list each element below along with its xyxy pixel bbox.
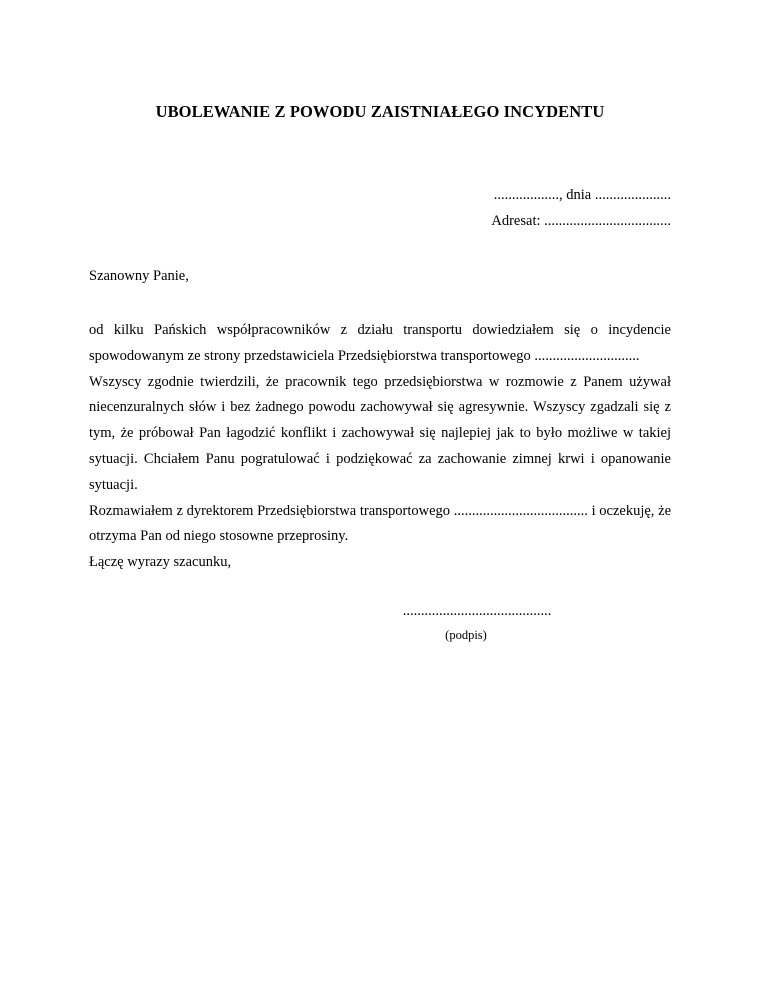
addressee-line: Adresat: ................................... xyxy=(491,213,671,229)
signature-line: ......................................... xyxy=(402,603,552,619)
place-date-line: .................., dnia ..................... xyxy=(493,187,671,203)
body-paragraph-incident: od kilku Pańskich współpracowników z działu transportu dowiedziałem się o incydencie spowodowanym ze strony przedstawiciela Przedsiębiorstwa transportowego ............................. xyxy=(89,322,671,364)
letter-title: UBOLEWANIE Z POWODU ZAISTNIAŁEGO INCYDENTU xyxy=(155,102,605,121)
body-paragraph-director: Rozmawiałem z dyrektorem Przedsiębiorstwa transportowego ..................................... i oczekuję, że otrzyma Pan od niego stosowne przeprosiny. xyxy=(89,502,671,545)
signature-label: (podpis) xyxy=(445,628,487,642)
closing-phrase: Łączę wyrazy szacunku, xyxy=(89,554,232,571)
body-paragraph-witnesses: Wszyscy zgodnie twierdzili, że pracownik tego przedsiębiorstwa w rozmowie z Panem używał niecenzuralnych słów i bez żadnego powodu zachowywał się agresywnie. Wszyscy zgadzali się z tym, że próbował Pan łagodzić konflikt i zachowywał się najlepiej jak to było możliwe w takiej sytuacji. Chciałem Panu pogratulować i podziękować za zachowanie zimnej krwi i opanowanie sytuacji. xyxy=(89,373,671,493)
salutation: Szanowny Panie, xyxy=(89,268,189,284)
letter-body xyxy=(89,318,671,576)
